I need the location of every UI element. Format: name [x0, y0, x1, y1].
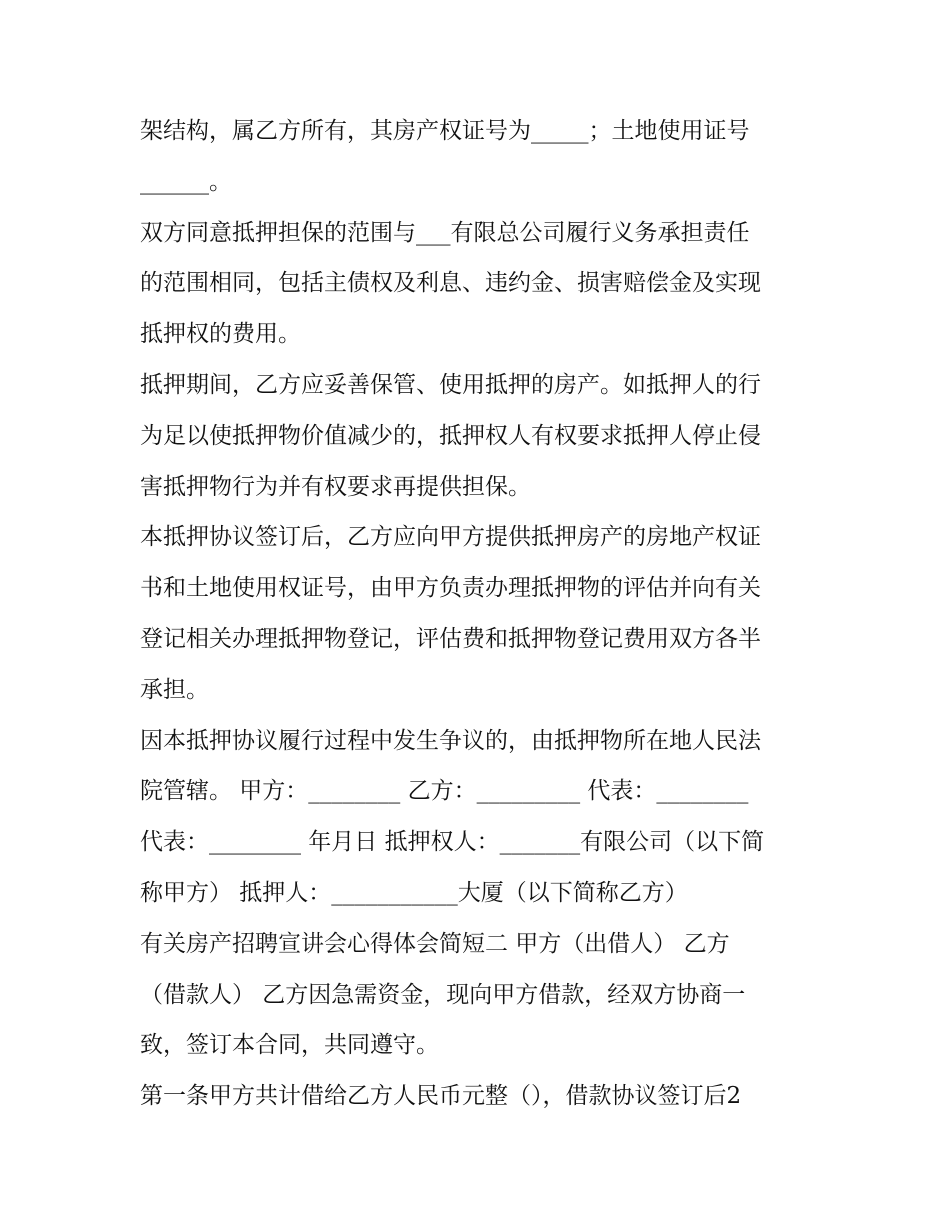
text-line: 院管辖。 甲方：________ 乙方：_________ 代表：________ [140, 778, 749, 805]
document-body [140, 106, 820, 1122]
text-line: 承担。 [140, 676, 209, 703]
text-line: 双方同意抵押担保的范围与___有限总公司履行义务承担责任 [140, 219, 750, 246]
text-line: 称甲方） 抵押人：___________大厦（以下简称乙方） [140, 879, 688, 906]
text-line: 本抵押协议签订后，乙方应向甲方提供抵押房产的房地产权证 [140, 524, 761, 551]
text-line: 害抵押物行为并有权要求再提供担保。 [140, 473, 531, 500]
text-line: 有关房产招聘宣讲会心得体会简短二 甲方（出借人） 乙方 [140, 930, 730, 957]
text-line: 第一条甲方共计借给乙方人民币元整（），借款协议签订后2 [140, 1083, 742, 1110]
text-line: 登记相关办理抵押物登记，评估费和抵押物登记费用双方各半 [140, 625, 761, 652]
text-line: （借款人） 乙方因急需资金，现向甲方借款，经双方协商一 [140, 981, 746, 1008]
text-line: 为足以使抵押物价值减少的，抵押权人有权要求抵押人停止侵 [140, 422, 761, 449]
text-line: 书和土地使用权证号，由甲方负责办理抵押物的评估并向有关 [140, 575, 761, 602]
text-line: 架结构，属乙方所有，其房产权证号为_____；土地使用证号 [140, 118, 750, 144]
text-line: 抵押期间，乙方应妥善保管、使用抵押的房产。如抵押人的行 [140, 371, 761, 398]
text-line: ______。 [140, 168, 232, 195]
text-line: 代表：________ 年月日 抵押权人：_______有限公司（以下简 [140, 829, 765, 856]
text-line: 抵押权的费用。 [140, 321, 301, 348]
text-line: 的范围相同，包括主债权及利息、违约金、损害赔偿金及实现 [140, 270, 761, 297]
text-line: 因本抵押协议履行过程中发生争议的，由抵押物所在地人民法 [140, 727, 761, 754]
text-line: 致，签订本合同，共同遵守。 [140, 1032, 439, 1059]
